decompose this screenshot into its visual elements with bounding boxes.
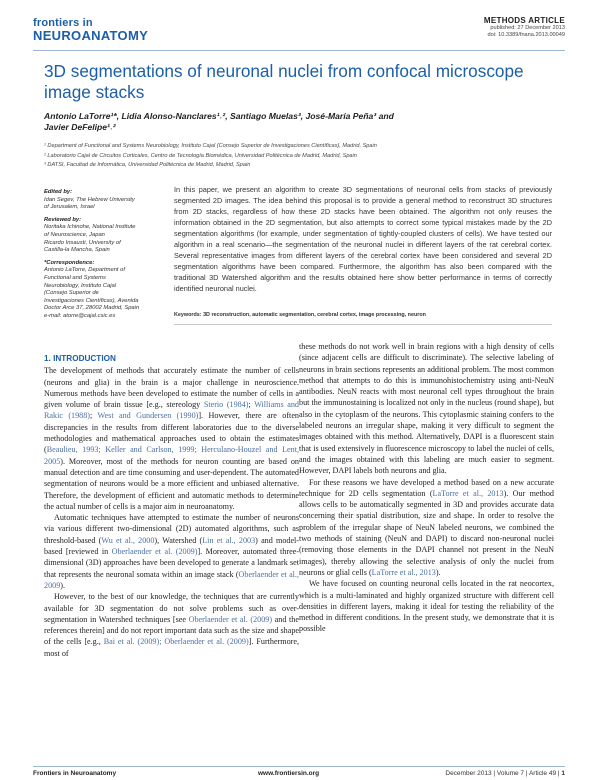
journal-logo-line2: NEUROANATOMY — [33, 28, 149, 43]
correspondence-email[interactable]: e-mail: atorre@cajal.csic.es — [44, 312, 116, 319]
reviewer-line: of Neuroscience, Japan — [44, 231, 105, 238]
paragraph: The development of methods that accurately estimate the number of cells (neurons and glia) in the brain is a major challenge in neuroscience. Numerous methods have been developed to estimate the number of cells in a given volume of brain tissue [e.g., stereology Sterio (1984); Williams and Rakic (1988); West and Gundersen (1990)]. However, there are often discrepancies in the results from different laboratories due to the diverse methodologies and mathematical approaches used to obtain the estimates (Beaulieu, 1993; Keller and Carlson, 1999; Herculano-Houzel and Lent, 2005). Moreover, most of the methods for neuron counting are based on manual detection and are time consuming and user-dependent. The automated segmentation of neurons would be a more efficient and unbiased alternative. Therefore, the development of efficient and automatic methods to determine the actual number of cells is a major aim in neuroanatomy. — [44, 366, 299, 511]
editor-line: Idan Segev, The Hebrew University — [44, 196, 135, 203]
correspondence-line: Investigaciones Científicas), Avenida — [44, 297, 139, 304]
citation-link[interactable]: Williams and Rakic (1988) — [44, 400, 299, 421]
journal-logo — [33, 18, 173, 43]
abstract-rule — [174, 324, 552, 325]
article-meta — [484, 16, 565, 39]
affiliations — [44, 142, 564, 171]
citation-link[interactable]: Oberlaender et al., 2009 — [44, 569, 299, 590]
article-type: METHODS ARTICLE — [483, 16, 565, 25]
paragraph: Automatic techniques have attempted to estimate the number of neurons via various different two-dimensional (2D) automated algorithms, such as threshold-based (Wu et al., 2000), Watershed (Lin et al., 2003) and model-based [reviewed in Oberlaender et al. (2009)]. Moreover, automated three-dimensional (3D) approaches have been developed to generate a landmark set that represents the neuronal somata within an image stack (Oberlaender et al., 2009). — [44, 513, 300, 590]
citation-link[interactable]: LaTorre et al., 2013 — [432, 488, 504, 498]
footer-website[interactable]: www.frontiersin.org — [258, 770, 320, 777]
citation-link[interactable]: Bai et al. (2009); Oberlaender et al. (2009) — [103, 637, 249, 647]
citation-link[interactable]: Oberlaender et al. (2009) — [111, 547, 198, 557]
keywords-list: 3D reconstruction, automatic segmentation, cerebral cortex, image processing, neuron — [203, 312, 426, 318]
body-column-left — [44, 353, 299, 659]
journal-logo-line1: frontiers in — [33, 17, 93, 29]
author-list — [44, 111, 544, 133]
citation-link[interactable]: West and Gundersen (1990) — [97, 411, 199, 421]
correspondence-line: Doctor Arce 37, 28002 Madrid, Spain — [44, 305, 140, 312]
footer-issue-info: December 2013 | Volume 7 | Article 49 | — [445, 770, 560, 777]
reviewed-by-label: Reviewed by: — [44, 216, 82, 223]
affiliation-1: ¹ Department of Functional and Systems Neurobiology, Instituto Cajal (Consejo Superior de Investigaciones Científicas), Madrid, Spain — [44, 143, 377, 149]
section-heading-introduction: 1. INTRODUCTION — [44, 354, 116, 363]
affiliation-3: ³ DATSI, Facultad de Informática, Universidad Politécnica de Madrid, Madrid, Spain — [44, 162, 251, 169]
paragraph: For these reasons we have developed a method based on a new accurate technique for 2D cells segmentation (LaTorre et al., 2013). Our method allows cells to be automatically segmented in 3D and provides accurate data concerning their spatial distribution, size and shape. In order to resolve the problem of the irregular shape of NeuN labeled neurons, we combined the two methods of staining (NeuN and DAPI) to discard non-neuronal nuclei (removing those elements in the DAPI channel not present in the NeuN images), thereby allowing the selective analysis of only the nuclei from neurons or glial cells (LaTorre et al., 2013). — [299, 477, 554, 577]
doi[interactable]: doi: 10.3389/fnana.2013.00049 — [487, 32, 565, 38]
footer-rule — [33, 766, 565, 767]
reviewer-line: Ricardo Insausti, University of — [44, 239, 121, 246]
reviewer-line: Noritaka Ichinohe, National Institute — [44, 224, 136, 231]
author-line-2: Javier DeFelipe¹˒² — [44, 122, 116, 132]
citation-link[interactable]: LaTorre et al., 2013 — [371, 567, 436, 577]
paragraph: these methods do not work well in brain regions with a high density of cells (since adjacent cells are difficult to discriminate). The selective labeling of neurons in brain sections represents an additional problem. The most common method that attempts to do this is immunohistochemistry using anti-NeuN antibodies. NeuN reacts with most neuronal cell types throughout the brain but the immunostaining is localized not only in the nucleus (round shape), but also in the cytoplasm of the neurons. This cytoplasmic staining confers to the labeled neurons an irregular shape, making it very difficult to segment the images obtained with this method. Alternatively, DAPI is a fluorescent stain that is used extensively in fluorescence microscopy to label the nuclei of cells, and the images obtained with this labeling are much easier to segment. However, DAPI labels both neurons and glia. — [299, 342, 554, 476]
citation-link[interactable]: Lin et al., 2003 — [202, 535, 256, 545]
citation-link[interactable]: Wu et al., 2000 — [101, 535, 155, 545]
correspondence-label: *Correspondence: — [44, 259, 95, 266]
author-line-1: Antonio LaTorre¹*, Lidia Alonso-Nanclares¹˒², Santiago Muelas³, José-María Peña³ and — [44, 111, 394, 121]
keywords-label: Keywords: — [174, 312, 202, 318]
article-title: 3D segmentations of neuronal nuclei from confocal microscope image stacks — [44, 61, 524, 102]
correspondence-line: Neurobiology, Instituto Cajal — [44, 282, 117, 289]
correspondence-line: Antonio LaTorre, Department of — [44, 267, 125, 274]
footer-journal: Frontiers in Neuroanatomy — [33, 770, 117, 777]
editorial-sidebar — [44, 189, 162, 321]
editor-line: of Jerusalem, Israel — [44, 204, 95, 211]
affiliation-2: ² Laboratorio Cajal de Circuitos Corticales, Centro de Tecnología Biomédica, Universidad Politécnica de Madrid, Madrid, Spain — [44, 152, 357, 159]
paragraph: However, to the best of our knowledge, the techniques that are currently available for 3D segmentation do not solve problems such as over-segmentation in Watershed techniques [see Oberlaender et al. (2009) and the references therein] and do not report important data such as the size and shape of the cells [e.g., Bai et al. (2009); Oberlaender et al. (2009)]. Furthermore, most of — [44, 592, 300, 658]
citation-link[interactable]: Beaulieu, 1993; Keller and Carlson, 1999; Herculano-Houzel and Lent, 2005 — [44, 445, 299, 466]
citation-link[interactable]: Sterio (1984) — [203, 400, 249, 410]
reviewer-line: Castilla-la Mancha, Spain — [44, 247, 110, 254]
correspondence-line: (Consejo Superior de — [44, 290, 99, 297]
body-column-right — [299, 341, 554, 635]
page-number: 1 — [561, 770, 565, 777]
paragraph: We have focused on counting neuronal cells located in the rat neocortex, which is a multi-laminated and highly organized structure with different cell densities in different layers, making it ideal for testing the reliability of the method in different conditions. In the present study, we demonstrate that it is possible — [299, 579, 554, 634]
footer-issue — [445, 770, 565, 777]
abstract: In this paper, we present an algorithm to create 3D segmentations of neuronal cells from stacks of previously segmented 2D images. The idea behind this proposal is to provide a general method to reconstruct 3D structures from 2D stacks, regardless of how these 2D stacks have been obtained. The algorithm not only reuses the information obtained in the 2D segmentation, but also attempts to correct some typical mistakes made by the 2D segmentation algorithms (for example, under segmentation of tightly-coupled clusters of cells). We have tested our algorithm in a real scenario—the segmentation of the neuronal nuclei in different layers of the rat cerebral cortex. Several representative images from different layers of the cerebral cortex have been considered and several 2D segmentation algorithms have been compared. Furthermore, the algorithm has also been compared with the traditional 3D Watershed algorithm and the results obtained here show better performance in terms of correctly identified neuronal nuclei. — [174, 185, 552, 293]
correspondence-line: Functional and Systems — [44, 274, 106, 281]
published-date: published: 27 December 2013 — [490, 25, 565, 31]
edited-by-label: Edited by: — [44, 189, 73, 195]
keywords — [174, 312, 554, 318]
citation-link[interactable]: Oberlaender et al. (2009) — [188, 614, 273, 624]
header-rule — [33, 50, 565, 51]
